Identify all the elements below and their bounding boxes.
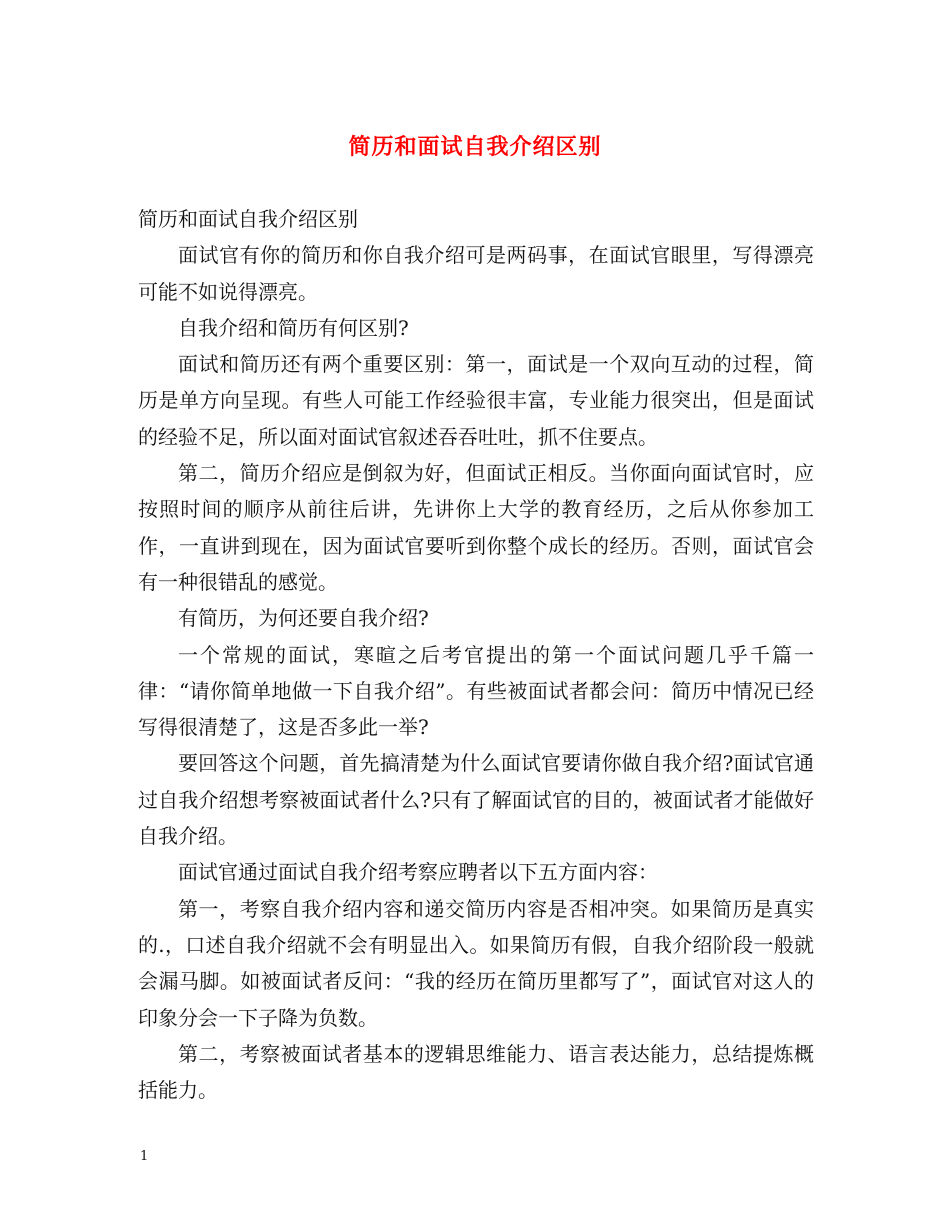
paragraph: 第一，考察自我介绍内容和递交简历内容是否相冲突。如果简历是真实的.，口述自我介绍就不会有明显出入。如果简历有假，自我介绍阶段一般就会漏马脚。如被面试者反问：“我的经历在简历里都写了”，面试官对这人的印象分会一下子降为负数。 <box>138 896 814 1030</box>
paragraph: 有简历，为何还要自我介绍? <box>178 606 429 631</box>
body-heading: 简历和面试自我介绍区别 <box>138 207 358 231</box>
paragraph: 第二，考察被面试者基本的逻辑思维能力、语言表达能力，总结提炼概括能力。 <box>138 1041 814 1103</box>
paragraph: 自我介绍和简历有何区别? <box>178 315 409 340</box>
paragraph: 面试官通过面试自我介绍考察应聘者以下五方面内容： <box>178 860 658 885</box>
paragraph: 一个常规的面试，寒暄之后考官提出的第一个面试问题几乎千篇一律：“请你简单地做一下自我介绍”。有些被面试者都会问：简历中情况已经写得很清楚了，这是否多此一举? <box>138 642 814 740</box>
page-number: 1 <box>140 1149 149 1164</box>
paragraph: 要回答这个问题，首先搞清楚为什么面试官要请你做自我介绍?面试官通过自我介绍想考察被面试者什么?只有了解面试官的目的，被面试者才能做好自我介绍。 <box>138 751 814 849</box>
document-body <box>138 201 814 1108</box>
paragraph: 第二，简历介绍应是倒叙为好，但面试正相反。当你面向面试官时，应按照时间的顺序从前往后讲，先讲你上大学的教育经历，之后从你参加工作，一直讲到现在，因为面试官要听到你整个成长的经历。否则，面试官会有一种很错乱的感觉。 <box>138 461 814 594</box>
paragraph: 面试和简历还有两个重要区别：第一，面试是一个双向互动的过程，简历是单方向呈现。有些人可能工作经验很丰富，专业能力很突出，但是面试的经验不足，所以面对面试官叙述吞吞吐吐，抓不住要点。 <box>138 352 814 449</box>
paragraph: 面试官有你的简历和你自我介绍可是两码事，在面试官眼里，写得漂亮可能不如说得漂亮。 <box>138 243 814 304</box>
document-title: 简历和面试自我介绍区别 <box>348 134 602 160</box>
